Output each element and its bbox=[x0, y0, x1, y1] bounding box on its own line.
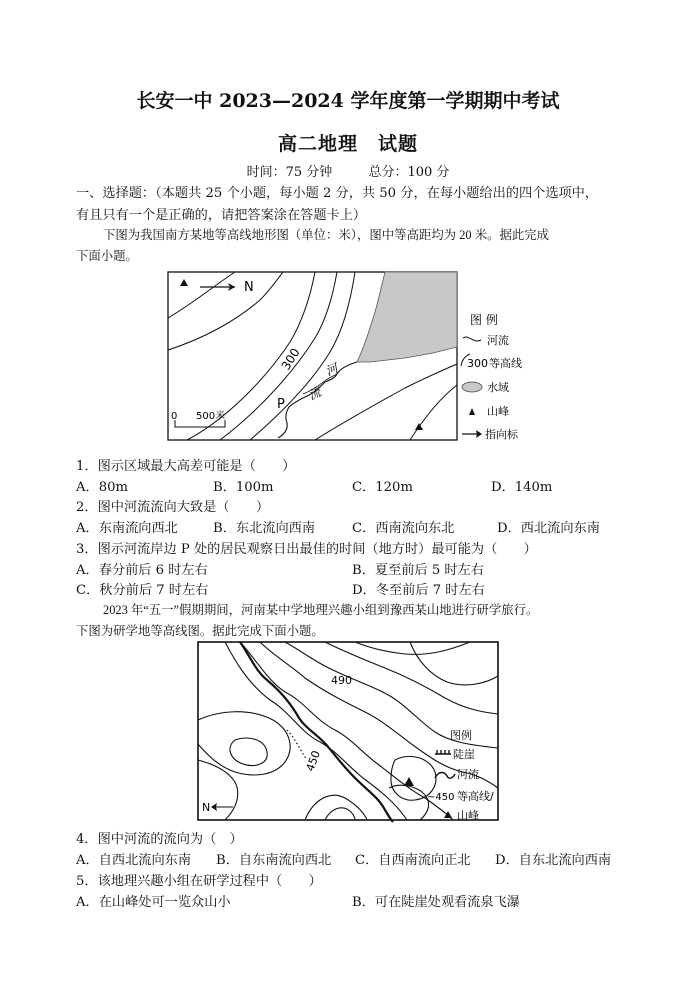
question-5-stem: 5．该地理兴趣小组在研学过程中（ ） bbox=[76, 874, 322, 889]
point-p-label: P bbox=[277, 397, 285, 412]
legend-title: 图 例 bbox=[470, 313, 498, 327]
river-name-char1: 河 bbox=[323, 360, 341, 379]
exam-time: 时间：75 分钟 bbox=[246, 165, 333, 180]
legend-contour: 等高线 bbox=[489, 357, 522, 370]
question-4-option-b[interactable]: B．自东南流向西北 bbox=[216, 853, 332, 868]
scale-length: 500米 bbox=[196, 411, 226, 422]
legend-contour-value: ~450 bbox=[427, 792, 455, 803]
scale-zero: 0 bbox=[171, 411, 178, 422]
question-1-option-c[interactable]: C．120m bbox=[352, 480, 413, 495]
question-1-stem: 1．图示区域最大高差可能是（ ） bbox=[76, 459, 296, 474]
question-3-option-d[interactable]: D．冬至前后 7 时左右 bbox=[352, 583, 485, 598]
section-instructions-line2: 有且只有一个是正确的，请把答案涂在答题卡上） bbox=[76, 208, 367, 223]
question-1-option-a[interactable]: A．80m bbox=[76, 480, 128, 495]
legend-river: 河流 bbox=[487, 334, 509, 347]
contour-450-label: 450 bbox=[303, 748, 324, 774]
question-2-option-d[interactable]: D．西北流向东南 bbox=[497, 521, 600, 536]
north-label: N bbox=[244, 280, 254, 295]
question-3-stem: 3．图示河流岸边 P 处的居民观察日出最佳的时间（地方时）最可能为（ ） bbox=[76, 542, 537, 557]
contour-map-2 bbox=[195, 640, 505, 823]
question-3-option-a[interactable]: A．春分前后 6 时左右 bbox=[76, 563, 208, 578]
question-3-option-c[interactable]: C．秋分前后 7 时左右 bbox=[76, 583, 209, 598]
question-4-option-c[interactable]: C．自西南流向正北 bbox=[355, 853, 471, 868]
question-1-option-d[interactable]: D．140m bbox=[491, 480, 553, 495]
question-1-option-b[interactable]: B．100m bbox=[213, 480, 274, 495]
question-4-option-a[interactable]: A．自西北流向东南 bbox=[76, 853, 192, 868]
legend-north: 指向标 bbox=[485, 428, 518, 441]
question-5-option-a[interactable]: A．在山峰处可一览众山小 bbox=[76, 895, 231, 910]
intro1-line1: 下图为我国南方某地等高线地形图（单位：米），图中等高距均为 20 米。据此完成 bbox=[103, 228, 550, 242]
exam-title: 长安一中 2023—2024 学年度第一学期期中考试 bbox=[136, 90, 560, 112]
intro1-line2: 下面小题。 bbox=[76, 249, 138, 263]
legend-water: 水域 bbox=[487, 381, 509, 394]
legend-river-symbol bbox=[463, 337, 481, 341]
question-4-option-d[interactable]: D．自东北流向西南 bbox=[495, 853, 612, 868]
question-5-option-b[interactable]: B．可在陡崖处观看流泉飞瀑 bbox=[352, 895, 520, 910]
intro2-line2: 下图为研学地等高线图。据此完成下面小题。 bbox=[76, 624, 324, 638]
question-3-option-b[interactable]: B．夏至前后 5 时左右 bbox=[352, 563, 484, 578]
exam-meta bbox=[0, 161, 696, 180]
legend-peak: 山峰 bbox=[457, 809, 479, 822]
legend-title: 图例 bbox=[450, 729, 472, 742]
contour-490-label: 490 bbox=[331, 674, 352, 687]
exam-subtitle: 高二地理 试题 bbox=[277, 133, 418, 155]
legend-water-symbol bbox=[462, 382, 482, 392]
legend-contour: 等高线/ bbox=[457, 790, 494, 803]
legend-contour-value: 300 bbox=[467, 357, 488, 370]
north-label: N bbox=[202, 801, 211, 814]
intro2-line1: 2023 年“五一”假期期间，河南某中学地理兴趣小组到豫西某山地进行研学旅行。 bbox=[103, 603, 539, 617]
legend-peak-icon bbox=[469, 408, 475, 415]
section-instructions-line1: 一、选择题：（本题共 25 个小题，每小题 2 分，共 50 分，在每小题给出的四个选项中， bbox=[76, 186, 599, 201]
question-2-option-c[interactable]: C．西南流向东北 bbox=[352, 521, 455, 536]
map1-legend bbox=[461, 312, 522, 441]
question-2-option-a[interactable]: A．东南流向西北 bbox=[76, 521, 178, 536]
legend-peak: 山峰 bbox=[487, 405, 509, 418]
contour-300-label: 300 bbox=[278, 345, 303, 373]
exam-score: 总分：100 分 bbox=[368, 165, 450, 180]
contour-map-1 bbox=[165, 270, 540, 445]
legend-cliff: 陡崖 bbox=[453, 748, 475, 761]
question-2-stem: 2．图中河流流向大致是（ ） bbox=[76, 500, 270, 515]
legend-river: 河流 bbox=[457, 768, 479, 781]
question-4-stem: 4．图中河流的流向为（ ） bbox=[76, 832, 243, 847]
river-name-char2: 流 bbox=[306, 384, 324, 403]
question-2-option-b[interactable]: B．东北流向西南 bbox=[213, 521, 316, 536]
